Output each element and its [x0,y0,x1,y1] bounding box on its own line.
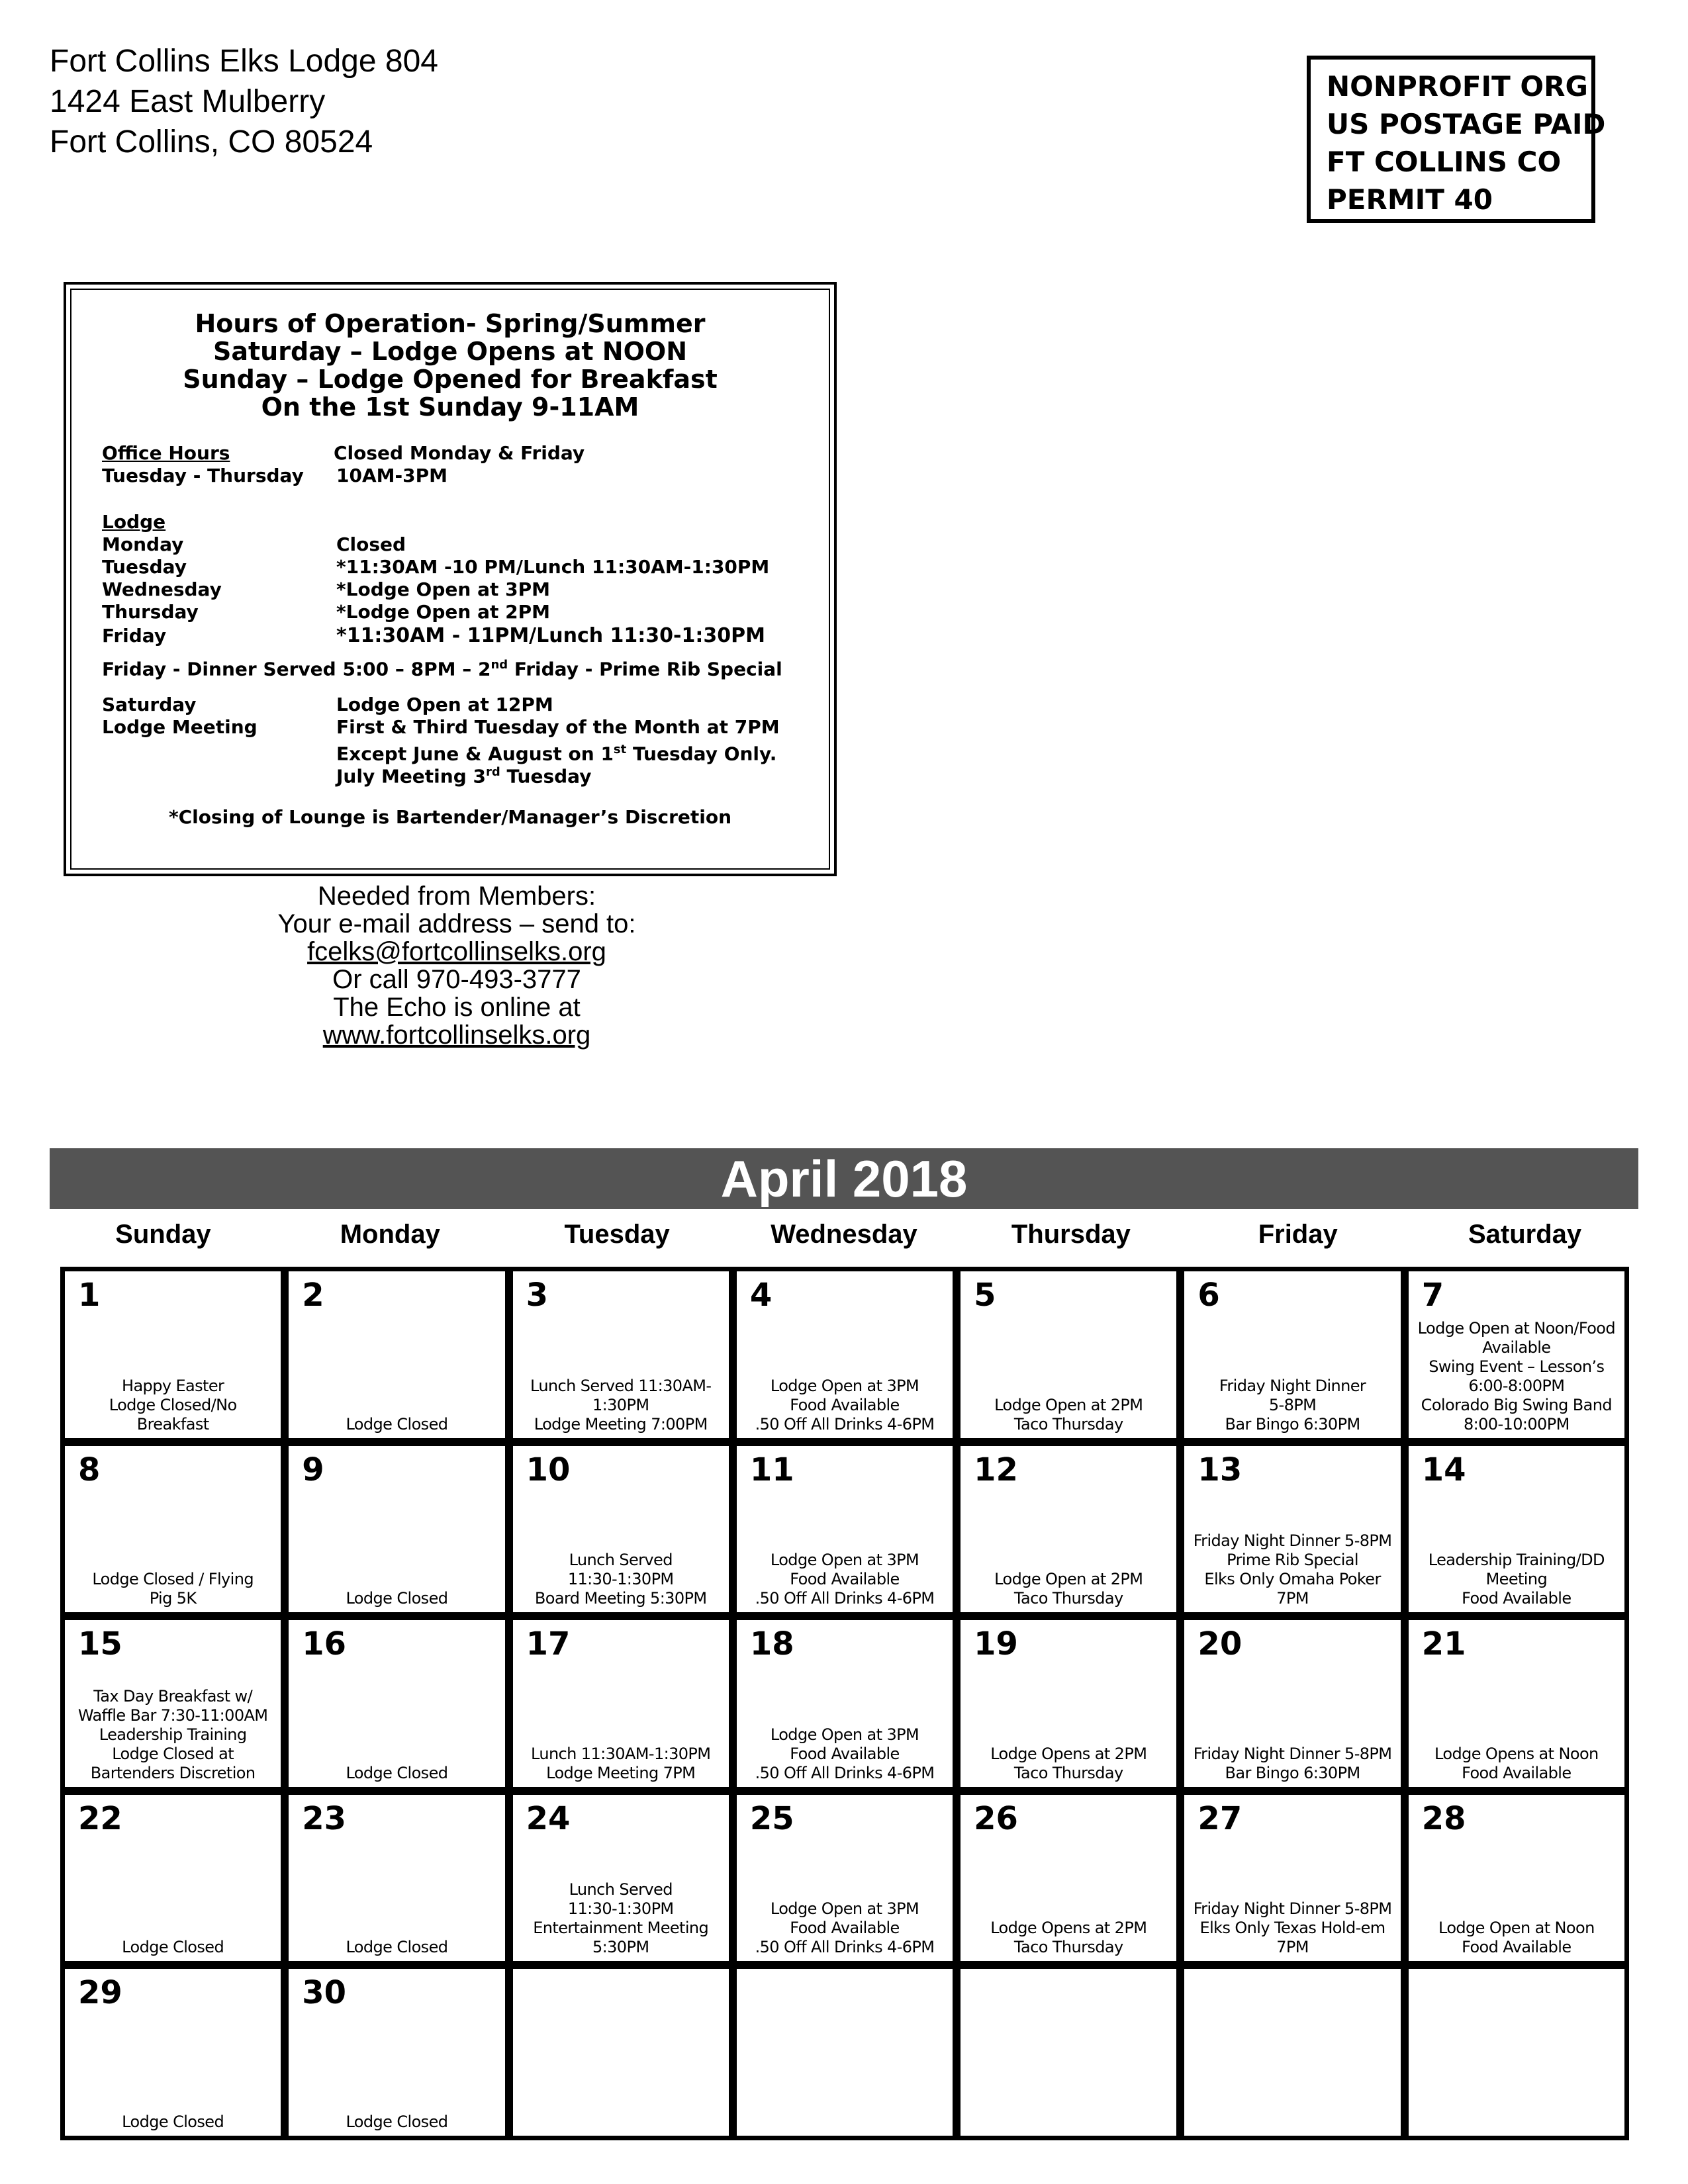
day-number: 14 [1421,1451,1466,1488]
event-line: Lodge Open at Noon [1438,1919,1595,1938]
calendar-day-cell [1183,1270,1401,1439]
day-number: 25 [749,1799,794,1837]
calendar-empty-cell [1407,1968,1626,2137]
event-line: Breakfast [136,1414,209,1433]
event-line: Lodge Meeting 7:00PM [534,1414,708,1433]
calendar-day-cell [1407,1445,1626,1614]
calendar-day-cell [1183,1619,1401,1788]
ordinal-suffix: nd [491,658,508,672]
weekday-header: Tuesday [564,1220,670,1249]
calendar-day-cell [1407,1619,1626,1788]
return-address [50,41,438,162]
event-line: Food Available [1462,1938,1571,1957]
calendar-day-cell [735,1270,954,1439]
event-line: .50 Off All Drinks 4-6PM [755,1938,935,1957]
hours-title-line: Sunday – Lodge Opened for Breakfast [183,365,718,394]
street-address: 1424 East Mulberry [50,84,326,119]
day-events [68,1570,278,1608]
calendar-day-cell [64,1445,282,1614]
day-number: 30 [302,1974,347,2012]
calendar-day-cell [287,1968,506,2137]
day-number: 21 [1421,1625,1466,1663]
ordinal-suffix: st [613,743,627,756]
lodge-name: Fort Collins Elks Lodge 804 [50,44,438,79]
lodge-meeting-value: First & Third Tuesday of the Month at 7PM [336,716,780,738]
event-line: Tax Day Breakfast w/ [93,1686,253,1706]
day-number: 22 [78,1799,122,1837]
postage-line: US POSTAGE PAID [1327,108,1606,140]
day-number: 11 [749,1451,794,1488]
day-events [291,1764,502,1783]
echo-online-line: The Echo is online at [333,993,581,1022]
day-events [1187,1745,1397,1783]
day-events [516,1377,726,1434]
hours-inner-frame [70,289,830,870]
day-events [963,1745,1174,1783]
event-line: Bar Bingo 6:30PM [1225,1763,1360,1782]
day-events [739,1899,950,1957]
calendar-day-cell [1407,1270,1626,1439]
office-hours-label: Office Hours [102,442,230,464]
day-events [68,2113,278,2132]
calendar-day-cell [64,1794,282,1963]
event-line: Lodge Closed [122,1938,224,1957]
day-events [1187,1377,1397,1434]
day-events [516,1745,726,1783]
event-line: Food Available [790,1395,900,1414]
event-line: Friday Night Dinner [1219,1376,1366,1395]
event-line: Friday Night Dinner 5-8PM [1193,1744,1392,1763]
event-line: 1:30PM [592,1395,649,1414]
event-line: Food Available [1462,1589,1571,1608]
event-line: 5:30PM [592,1938,649,1957]
event-line: Elks Only Omaha Poker [1204,1570,1381,1589]
ordinal-suffix: rd [485,765,500,779]
calendar-day-cell [64,1619,282,1788]
postage-line: NONPROFIT ORG [1327,70,1588,103]
day-number: 28 [1421,1799,1466,1837]
event-line: Food Available [790,1744,900,1763]
day-number: 24 [526,1799,571,1837]
event-line: Swing Event – Lesson’s [1429,1357,1605,1376]
day-events [739,1377,950,1434]
event-line: Lodge Closed at [112,1744,234,1763]
event-line: Lunch Served 11:30AM- [530,1376,712,1395]
calendar-day-cell [512,1619,730,1788]
event-line: Lunch Served [569,1551,673,1570]
event-line: Elks Only Texas Hold-em [1199,1919,1385,1938]
event-line: Lodge Open at Noon/Food [1417,1318,1616,1338]
event-line: Waffle Bar 7:30-11:00AM [77,1706,268,1725]
event-line: Leadership Training/DD [1428,1551,1605,1570]
day-number: 10 [526,1451,571,1488]
event-line: Taco Thursday [1013,1414,1123,1433]
day-events [68,1938,278,1957]
event-line: Lodge Closed [346,1414,448,1433]
day-number: 20 [1197,1625,1243,1663]
day-events [68,1687,278,1783]
event-line: Leadership Training [99,1725,247,1744]
calendar-day-cell [959,1619,1178,1788]
day-events [516,1880,726,1957]
hours-title-line: On the 1st Sunday 9-11AM [261,392,639,422]
day-events [1411,1319,1622,1434]
day-number: 6 [1197,1277,1220,1314]
calendar-empty-cell [512,1968,730,2137]
calendar-day-cell [287,1794,506,1963]
lodge-heading: Lodge [102,511,166,533]
calendar-day-cell [959,1270,1178,1439]
event-line: Friday Night Dinner 5-8PM [1193,1899,1392,1919]
event-line: Lodge Open at 3PM [770,1376,919,1395]
office-days: Tuesday - Thursday [102,465,304,486]
calendar-day-cell [287,1619,506,1788]
hours-title-line: Saturday – Lodge Opens at NOON [212,337,688,366]
event-line: Taco Thursday [1013,1938,1123,1957]
day-events [1411,1919,1622,1957]
event-line: Happy Easter [122,1376,224,1395]
calendar-month-title: April 2018 [50,1148,1638,1209]
calendar-empty-cell [959,1968,1178,2137]
postage-line: PERMIT 40 [1327,183,1493,216]
calendar-day-cell [735,1794,954,1963]
event-line: Board Meeting 5:30PM [534,1589,707,1608]
event-line: Lodge Open at 3PM [770,1725,919,1744]
weekday-header: Monday [340,1220,440,1249]
calendar-day-cell [64,1270,282,1439]
weekday-hours: *11:30AM -10 PM/Lunch 11:30AM-1:30PM [336,556,770,578]
event-line: Lodge Closed / Flying [92,1570,254,1589]
event-line: Available [1482,1338,1551,1357]
day-number: 3 [526,1277,548,1314]
event-line: .50 Off All Drinks 4-6PM [755,1414,935,1433]
weekday-label: Thursday [102,601,199,623]
weekday-label: Monday [102,533,184,555]
event-line: .50 Off All Drinks 4-6PM [755,1763,935,1782]
members-notice [265,882,649,1049]
saturday-hours: Lodge Open at 12PM [336,694,553,715]
friday-dinner-text: Friday - Prime Rib Special [508,658,782,680]
day-number: 5 [974,1277,996,1314]
calendar-day-cell [1183,1445,1401,1614]
calendar-empty-cell [1183,1968,1401,2137]
friday-dinner-text: Friday - Dinner Served 5:00 – 8PM – 2 [102,658,491,680]
weekday-label: Wednesday [102,578,222,600]
event-line: Meeting [1485,1570,1548,1589]
closing-footnote: *Closing of Lounge is Bartender/Manager’s Discretion [168,806,732,828]
meeting-exception-text: Tuesday Only. [626,743,777,765]
weekday-hours: *11:30AM - 11PM/Lunch 11:30-1:30PM [336,624,765,647]
event-line: Lodge Meeting 7PM [546,1763,696,1782]
event-line: Taco Thursday [1013,1763,1123,1782]
day-number: 17 [526,1625,571,1663]
event-line: Lodge Opens at Noon [1434,1744,1599,1763]
event-line: Entertainment Meeting [533,1919,709,1938]
day-events [516,1551,726,1608]
calendar-day-cell [64,1968,282,2137]
city-state-zip: Fort Collins, CO 80524 [50,124,373,159]
weekday-header: Friday [1258,1220,1338,1249]
day-events [963,1570,1174,1608]
event-line: Lodge Open at 3PM [770,1551,919,1570]
event-line: Lodge Closed [122,2113,224,2131]
day-number: 16 [302,1625,347,1663]
day-events [291,2113,502,2132]
office-hours-value: Closed Monday & Friday [334,442,585,464]
event-line: Prime Rib Special [1227,1551,1358,1570]
postage-indicia [1307,56,1606,223]
event-line: 11:30-1:30PM [567,1899,674,1919]
july-meeting-text: July Meeting 3 [336,765,486,788]
hours-title [71,310,829,421]
meeting-exception-text: Except June & August on 1 [336,743,614,765]
event-line: Lodge Open at 3PM [770,1899,919,1919]
event-line: Lodge Open at 2PM [994,1395,1143,1414]
event-line: Bar Bingo 6:30PM [1225,1414,1360,1433]
event-line: Bartenders Discretion [90,1763,256,1782]
day-number: 18 [749,1625,794,1663]
event-line: 5-8PM [1268,1395,1317,1414]
day-number: 23 [302,1799,347,1837]
day-number: 26 [974,1799,1018,1837]
event-line: Lodge Open at 2PM [994,1570,1143,1589]
day-number: 19 [974,1625,1018,1663]
event-line: Lodge Closed/No [109,1395,237,1414]
day-number: 8 [78,1451,101,1488]
weekday-header: Thursday [1011,1220,1131,1249]
july-meeting-text: Tuesday [500,765,592,788]
event-line: .50 Off All Drinks 4-6PM [755,1589,935,1608]
day-events [1411,1745,1622,1783]
event-line: Lodge Closed [346,2113,448,2131]
event-line: 11:30-1:30PM [567,1570,674,1589]
day-events [963,1919,1174,1957]
event-line: Food Available [790,1919,900,1938]
calendar-day-cell [959,1794,1178,1963]
day-number: 15 [78,1625,122,1663]
event-line: Lodge Opens at 2PM [990,1744,1147,1763]
day-number: 4 [749,1277,773,1314]
day-events [739,1725,950,1783]
event-line: Lodge Closed [346,1763,448,1782]
weekday-hours: *Lodge Open at 3PM [336,578,550,600]
day-number: 29 [78,1974,122,2012]
weekday-header: Sunday [115,1220,211,1249]
day-number: 12 [974,1451,1018,1488]
calendar-day-cell [287,1270,506,1439]
event-line: Food Available [1462,1763,1571,1782]
weekday-header-row [50,1214,1638,1254]
weekday-hours: Closed [336,533,406,555]
day-number: 7 [1421,1277,1444,1314]
day-events [291,1938,502,1957]
office-time: 10AM-3PM [336,465,447,486]
event-line: Lunch 11:30AM-1:30PM [530,1744,711,1763]
calendar-day-cell [959,1445,1178,1614]
day-number: 27 [1197,1799,1243,1837]
weekday-header: Saturday [1468,1220,1582,1249]
day-number: 2 [302,1277,324,1314]
july-meeting [336,761,591,788]
saturday-label: Saturday [102,694,197,715]
weekday-label: Friday [102,625,167,647]
day-number: 13 [1197,1451,1243,1488]
day-events [1411,1551,1622,1608]
weekday-hours: *Lodge Open at 2PM [336,601,550,623]
day-events [291,1589,502,1608]
day-events [68,1377,278,1434]
weekday-label: Tuesday [102,556,187,578]
calendar-day-cell [1183,1794,1401,1963]
event-line: 7PM [1276,1589,1309,1608]
lodge-meeting-label: Lodge Meeting [102,716,258,738]
day-number: 9 [302,1451,324,1488]
members-heading: Needed from Members: [317,882,596,911]
calendar-grid [60,1267,1629,2140]
event-line: Lunch Served [569,1880,673,1899]
calendar-day-cell [1407,1794,1626,1963]
postage-line: FT COLLINS CO [1327,146,1562,178]
calendar-day-cell [735,1445,954,1614]
event-line: 7PM [1276,1938,1309,1957]
event-line: Lodge Closed [346,1589,448,1608]
day-events [963,1396,1174,1434]
calendar-day-cell [512,1794,730,1963]
event-line: Lodge Closed [346,1938,448,1957]
event-line: 6:00-8:00PM [1468,1376,1565,1395]
calendar-day-cell [287,1445,506,1614]
event-line: 8:00-10:00PM [1463,1414,1570,1433]
hours-title-line: Hours of Operation- Spring/Summer [195,309,706,338]
event-line: Food Available [790,1570,900,1589]
event-line: Lodge Opens at 2PM [990,1919,1147,1938]
email-link[interactable]: fcelks@fortcollinselks.org [307,937,606,966]
calendar-day-cell [735,1619,954,1788]
hours-of-operation-box [64,282,837,876]
day-number: 1 [78,1277,101,1314]
day-events [291,1415,502,1434]
event-line: Taco Thursday [1013,1589,1123,1608]
day-events [739,1551,950,1608]
calendar-empty-cell [735,1968,954,2137]
calendar-day-cell [512,1270,730,1439]
members-request: Your e-mail address – send to: [277,909,636,938]
event-line: Friday Night Dinner 5-8PM [1193,1531,1392,1551]
friday-dinner-note [102,658,782,680]
event-line: Pig 5K [149,1589,197,1608]
calendar-day-cell [512,1445,730,1614]
website-link[interactable]: www.fortcollinselks.org [322,1021,591,1050]
day-events [1187,1531,1397,1608]
phone-line: Or call 970-493-3777 [332,965,581,994]
weekday-header: Wednesday [771,1220,917,1249]
day-events [1187,1899,1397,1957]
event-line: Colorado Big Swing Band [1421,1395,1613,1414]
